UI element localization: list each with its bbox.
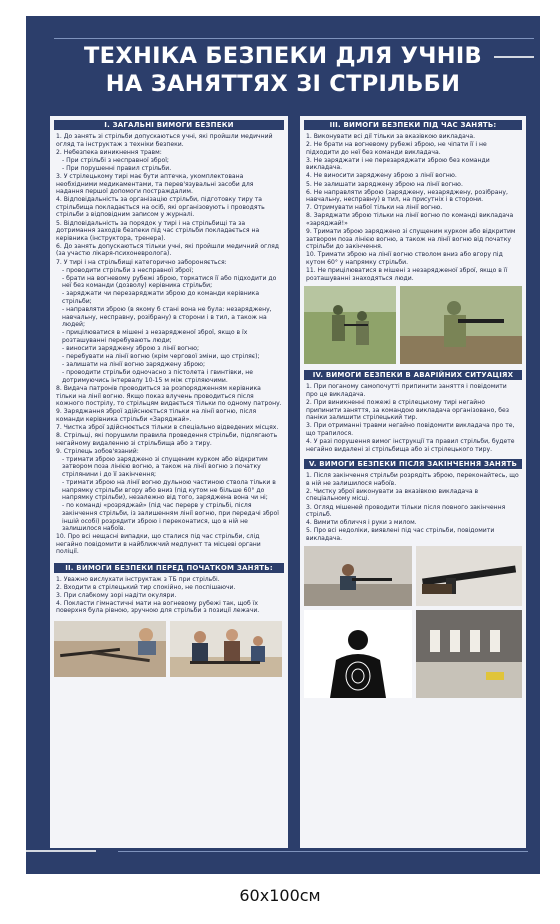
list-item: - При порушенні правил стрільби. — [62, 164, 172, 172]
list-item: 1. До занять зі стрільби допускаються учні, які пройшли медичний огляд та інструктаж з техніки безпеки. — [56, 133, 273, 148]
section-5-list — [306, 472, 520, 542]
list-item: 1. Уважно вислухати інструктаж з ТБ при стрільбі. — [56, 575, 220, 583]
list-item: 3. При отриманні травми негайно повідомити викладача про те, що трапилося. — [306, 422, 515, 437]
list-item: 4. Не виносити заряджену зброю з лінії вогню. — [306, 172, 457, 180]
list-item: 9. Тримати зброю заряджено зі спущеним курком або відкритим затвором поза лінією вогню, а також на лінії вогню від початку стрільби до закінчення. — [306, 228, 516, 251]
title-line-1: ТЕХНІКА БЕЗПЕКИ ДЛЯ УЧНІВ — [84, 43, 482, 69]
list-item: 8. Видача патронів проводиться за розпорядженням керівника тільки на лінії вогню. Якщо показ влучень проводиться після кожного пострілу, то стрільцям видається тільки по одному патрону. — [56, 385, 282, 408]
list-item: 9. Заряджання зброї здійснюється тільки на лінії вогню, після команди керівника стрільби «Заряджай». — [56, 408, 257, 423]
section-1-heading: I. ЗАГАЛЬНІ ВИМОГИ БЕЗПЕКИ — [54, 120, 284, 130]
poster-title — [36, 42, 530, 98]
list-item: - При стрільбі з несправної зброї; — [62, 156, 169, 164]
section-2-heading: II. ВИМОГИ БЕЗПЕКИ ПЕРЕД ПОЧАТКОМ ЗАНЯТЬ: — [54, 563, 284, 573]
list-item: - проводити стрільби одночасно з пістолета і гвинтівки, не дотримуючись інтервалу 10-15 м між стріляючими. — [62, 369, 254, 384]
list-item: 10. Про всі нещасні випадки, що сталися під час стрільби, слід негайно повідомити в найближчий медпункт та місцеві органи поліції. — [56, 533, 261, 556]
list-item: - брати на вогневому рубежі зброю, торкатися її або підходити до неї без команди (дозволу) керівника стрільби; — [62, 274, 277, 290]
list-item: 4. Покласти гімнастичні мати на вогневому рубежі так, щоб їх поверхня була рівною, зручною для стрільби з позиції лежачи. — [56, 599, 260, 615]
silhouette-target-photo — [304, 610, 412, 698]
list-item: - по команді «розряджай» (під час перерв у стрільбі, після закінчення стрільби, із залишенням лінії вогню, при передачі зброї іншій особі) розрядити зброю і переконатися, що в ній не залишилося набоїв. — [62, 502, 279, 533]
list-item: - направляти зброю (в якому б стані вона не була: незаряджену, навчальну, несправну, розібрану) в сторони і в тил, а також на людей; — [62, 306, 272, 329]
section-3-heading: III. ВИМОГИ БЕЗПЕКИ ПІД ЧАС ЗАНЯТЬ: — [304, 120, 522, 130]
list-item: 6. До занять допускаються тільки учні, які пройшли медичний огляд (за участю лікаря-психоневролога). — [56, 242, 280, 258]
list-item: 11. Не прицілюватися в мішені з незарядженої зброї, якщо в її розташуванні знаходяться люди. — [306, 267, 508, 282]
soldiers-training-photo — [304, 286, 396, 364]
list-item: 4. Відповідальність за організацію стрільби, підготовку тиру та стрільбища покладається на осіб, які організовують і проводять стрільби з відповідним записом у журналі. — [56, 196, 265, 219]
list-item: - тримати зброю заряджено зі спущеним курком або відкритим затвором поза лінією вогню, а також на лінії вогню з початку стрілянини і до її закінчення; — [62, 455, 268, 479]
list-item: 7. Отримувати набої тільки на лінії вогню. — [306, 204, 443, 212]
section-2-photos — [54, 621, 284, 677]
rifle-closeup-photo — [416, 546, 522, 606]
list-item: 4. Вимити обличчя і руки з милом. — [306, 519, 417, 527]
list-item: 3. Не заряджати і не перезаряджати зброю без команди викладача. — [306, 156, 490, 172]
shooting-range-photo — [304, 546, 412, 606]
list-item: 8. Заряджати зброю тільки на лінії вогню по команді викладача «заряджай!» — [306, 212, 514, 228]
list-item: - проводити стрільби з несправної зброї; — [62, 266, 194, 274]
section-4-heading: IV. ВИМОГИ БЕЗПЕКИ В АВАРІЙНИХ СИТУАЦІЯХ — [304, 370, 522, 380]
poster-board — [26, 16, 540, 874]
list-item: 2. При виникненні пожежі в стрілецькому тирі негайно припинити заняття, за командою викладача організовано, без паніки залишити стрілецький тир. — [306, 398, 509, 422]
section-1-list — [56, 133, 282, 556]
list-item: 5. Не залишати заряджену зброю на лінії вогню. — [306, 180, 463, 188]
section-4-list — [306, 383, 520, 453]
list-item: 2. Чистку зброї виконувати за вказівкою викладача в спеціальному місці. — [306, 487, 479, 503]
list-item: 4. У разі порушення вимог інструкції та правил стрільби, будете негайно видалені зі стрільбища або зі стрілецького тиру. — [306, 437, 515, 453]
list-item: - прицілюватися в мішені з незарядженої зброї, якщо в їх розташуванні перебувають люди; — [62, 329, 248, 344]
section-3-photos — [304, 286, 522, 364]
list-item: 1. Після закінчення стрільби розрядіть зброю, переконайтесь, що в ній не залишилося набоїв. — [306, 472, 519, 487]
list-item: 3. Огляд мішеней проводити тільки після повного закінчення стрільб. — [306, 503, 506, 519]
list-item: 7. У тирі і на стрільбищі категорично забороняється: — [56, 258, 227, 266]
section-3-list — [306, 133, 520, 282]
section-2-list — [56, 576, 282, 615]
list-item: 8. Стрільці, які порушили правила проведення стрільби, підлягають негайному видаленню зі стрільбища або з тиру. — [56, 432, 278, 447]
list-item: 6. Не направляти зброю (заряджену, незаряджену, розібрану, навчальну, несправну) в тил, на присутніх і в сторони. — [306, 188, 508, 204]
left-panel — [50, 116, 288, 848]
students-with-instructor-photo — [170, 621, 282, 677]
list-item: 2. Небезпека виникнення травм: — [56, 148, 162, 156]
section-5-photos-row-2 — [304, 610, 522, 698]
bottom-accent-line — [26, 850, 96, 852]
list-item: 9. Стрілець зобов'язаний: — [56, 447, 139, 455]
right-panel — [300, 116, 526, 848]
size-caption: 60х100см — [239, 886, 321, 905]
list-item: 7. Чистка зброї здійснюється тільки в спеціально відведених місцях. — [56, 423, 279, 431]
indoor-range-photo — [416, 610, 522, 698]
title-line-2: НА ЗАНЯТТЯХ ЗІ СТРІЛЬБИ — [105, 71, 461, 97]
list-item: 1. При поганому самопочутті припинити заняття і повідомити про це викладача. — [306, 383, 507, 398]
rifle-on-table-photo — [54, 621, 166, 677]
list-item: 2. Не брати на вогневому рубежі зброю, не чіпати її і не підходити до неї без команди викладача. — [306, 141, 487, 156]
list-item: 3. При слабкому зорі надіти окуляри. — [56, 591, 177, 599]
section-5-photos-row-1 — [304, 546, 522, 606]
list-item: 1. Виконувати всі дії тільки за вказівкою викладача. — [306, 133, 476, 140]
list-item: - тримати зброю на лінії вогню дульною частиною ствола тільки в напрямку стрільби вгору або вниз (під кутом не більше 60° до напрямку стрільби), незалежно від того, заряджена вона чи ні; — [62, 479, 276, 502]
section-5-heading: V. ВИМОГИ БЕЗПЕКИ ПІСЛЯ ЗАКІНЧЕННЯ ЗАНЯТЬ — [304, 459, 522, 469]
list-item: 10. Тримати зброю на лінії вогню стволом вниз або вгору під кутом 60° у напрямку стрільби. — [306, 251, 503, 266]
soldier-aiming-photo — [400, 286, 522, 364]
top-divider — [54, 38, 534, 39]
list-item: 5. Про всі недоліки, виявлені під час стрільби, повідомити викладача. — [306, 527, 495, 542]
bottom-divider — [118, 851, 528, 852]
list-item: - виносити заряджену зброю з лінії вогню; — [62, 345, 200, 353]
list-item: - перебувати на лінії вогню (крім чергової зміни, що стріляє); — [62, 353, 260, 361]
list-item: - залишати на лінії вогню заряджену зброю; — [62, 361, 206, 369]
list-item: 2. Входити в стрілецький тир спокійно, не поспішаючи. — [56, 583, 236, 591]
list-item: 5. Відповідальність за порядок у тирі і на стрільбищі та за дотримання заходів безпеки під час стрільби покладається на керівника (інструктора, тренера). — [56, 219, 260, 242]
list-item: - заряджати чи перезаряджати зброю до команди керівника стрільби; — [62, 290, 260, 305]
list-item: 3. У стрілецькому тирі має бути аптечка, укомплектована необхідними медикаментами, та перев'язувальні засоби для надання першої допомоги постраждалим. — [56, 172, 254, 196]
